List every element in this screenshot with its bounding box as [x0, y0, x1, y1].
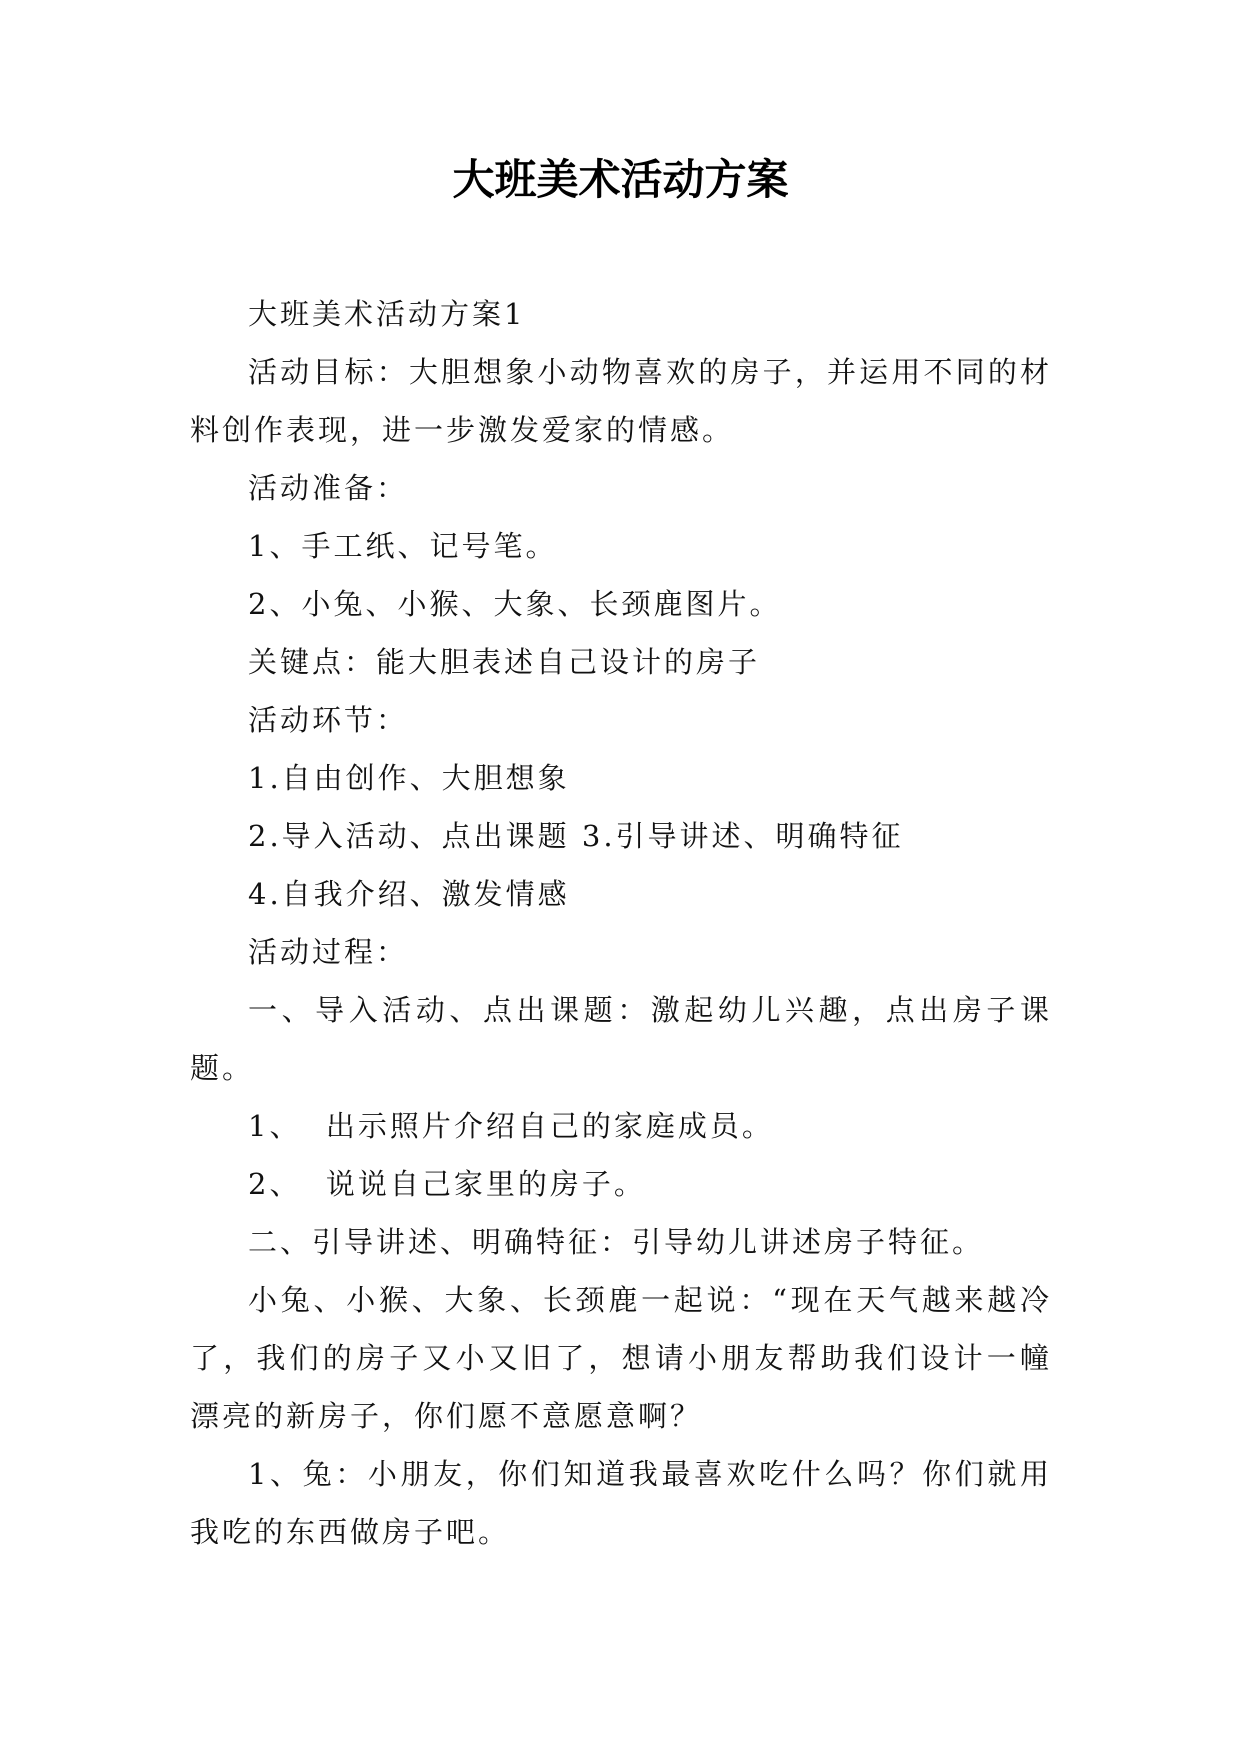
section-heading: 大班美术活动方案1 [248, 297, 526, 331]
paragraph-process-part-2: 二、引导讲述、明确特征：引导幼儿讲述房子特征。 [248, 1225, 985, 1259]
paragraph-process-part-1: 一、导入活动、点出课题：激起幼儿兴趣，点出房子课题。 [190, 993, 1052, 1085]
paragraph-animals-quote: 小兔、小猴、大象、长颈鹿一起说：“现在天气越来越冷了，我们的房子又小又旧了，想请小朋友帮助我们设计一幢漂亮的新房子，你们愿不意愿意啊？ [190, 1283, 1052, 1433]
paragraph-activity-goal: 活动目标：大胆想象小动物喜欢的房子，并运用不同的材料创作表现，进一步激发爱家的情感。 [190, 355, 1052, 447]
paragraph-process-1-item-2: 2、 说说自己家里的房子。 [248, 1167, 646, 1201]
paragraph-preparation-item-2: 2、小兔、小猴、大象、长颈鹿图片。 [248, 587, 782, 621]
document-title: 大班美术活动方案 [452, 155, 789, 204]
paragraph-step-1: 1.自由创作、大胆想象 [248, 761, 570, 795]
paragraph-preparation-item-1: 1、手工纸、记号笔。 [248, 529, 558, 563]
paragraph-step-2-3: 2.导入活动、点出课题 3.引导讲述、明确特征 [248, 819, 904, 853]
paragraph-rabbit-line: 1、兔：小朋友，你们知道我最喜欢吃什么吗？你们就用我吃的东西做房子吧。 [190, 1457, 1052, 1549]
paragraph-preparation-heading: 活动准备： [248, 471, 409, 505]
paragraph-process-heading: 活动过程： [248, 935, 409, 969]
paragraph-step-4: 4.自我介绍、激发情感 [248, 877, 570, 911]
paragraph-steps-heading: 活动环节： [248, 703, 409, 737]
paragraph-process-1-item-1: 1、 出示照片介绍自己的家庭成员。 [248, 1109, 774, 1143]
paragraph-key-point: 关键点：能大胆表述自己设计的房子 [248, 645, 761, 679]
document-body [190, 285, 1052, 1561]
